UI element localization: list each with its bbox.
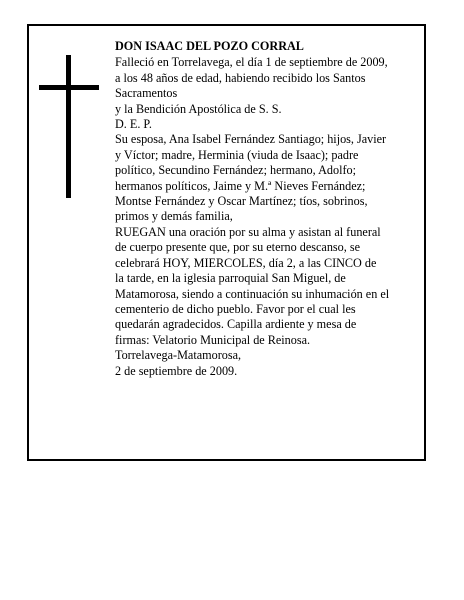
request-line: RUEGAN una oración por su alma y asistan al funeral xyxy=(115,224,381,239)
family-line: Su esposa, Ana Isabel Fernández Santiago; hijos, Javier xyxy=(115,132,387,147)
request-line: la tarde, en la iglesia parroquial San Miguel, de xyxy=(115,271,346,286)
death-paragraph xyxy=(115,55,423,117)
cross-icon xyxy=(39,55,99,198)
request-line: cementerio de dicho pueblo. Favor por el cual les xyxy=(115,301,356,316)
family-line: y Víctor; madre, Herminia (viuda de Isaac); padre xyxy=(115,147,359,162)
family-line: Montse Fernández y Oscar Martínez; tíos, sobrinos, xyxy=(115,194,368,209)
family-line: político, Secundino Fernández; hermano, Adolfo; xyxy=(115,163,356,178)
obituary-notice xyxy=(27,24,426,461)
cross-horizontal-bar xyxy=(39,85,99,90)
deceased-name: DON ISAAC DEL POZO CORRAL xyxy=(115,39,304,53)
death-line: a los 48 años de edad, habiendo recibido los Santos xyxy=(115,70,366,85)
request-line: firmas: Velatorio Municipal de Reinosa. xyxy=(115,332,311,347)
request-line: quedarán agradecidos. Capilla ardiente y mesa de xyxy=(115,317,357,332)
request-line: celebrará HOY, MIERCOLES, día 2, a las CINCO de xyxy=(115,255,377,270)
family-line: hermanos políticos, Jaime y M.ª Nieves Fernández; xyxy=(115,178,366,193)
family-paragraph xyxy=(115,132,423,224)
death-line: y la Bendición Apostólica de S. S. xyxy=(115,101,282,116)
request-line: Matamorosa, siendo a continuación su inhumación en el xyxy=(115,286,390,301)
family-line: primos y demás familia, xyxy=(115,209,233,224)
request-paragraph xyxy=(115,225,423,348)
death-line: Sacramentos xyxy=(115,86,178,101)
notice-text xyxy=(115,39,423,379)
date-line: 2 de septiembre de 2009. xyxy=(115,363,238,378)
place-line: Torrelavega-Matamorosa, xyxy=(115,348,242,363)
request-line: de cuerpo presente que, por su eterno descanso, se xyxy=(115,240,361,255)
dep-line: D. E. P. xyxy=(115,117,152,132)
cross-vertical-bar xyxy=(66,55,71,198)
death-line: Falleció en Torrelavega, el día 1 de septiembre de 2009, xyxy=(115,55,388,70)
